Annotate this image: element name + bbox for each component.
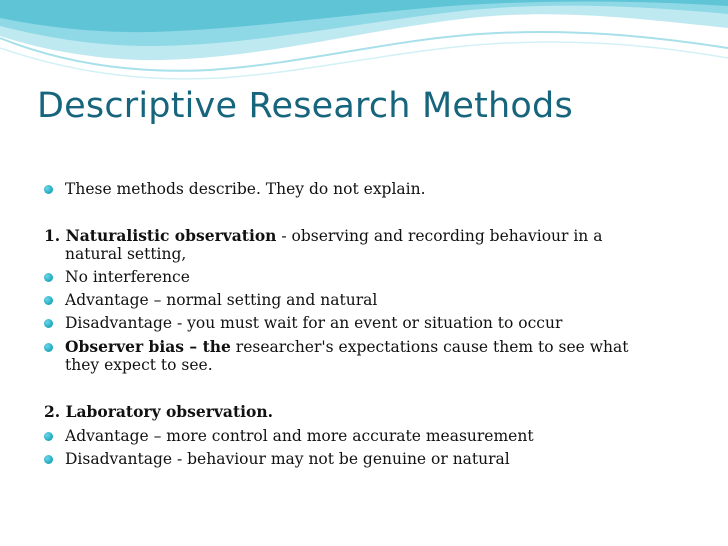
naturalistic-disadvantage-text: Disadvantage - you must wait for an event or situation to occur bbox=[65, 314, 563, 332]
no-interference-text: No interference bbox=[65, 268, 190, 286]
list-item bbox=[44, 290, 377, 310]
laboratory-heading: 2. Laboratory observation. bbox=[44, 402, 274, 421]
naturalistic-description: - observing and recording behaviour in a bbox=[276, 227, 603, 245]
slide-title: Descriptive Research Methods bbox=[37, 86, 573, 126]
observer-bias-description-cont: they expect to see. bbox=[65, 356, 213, 374]
bullet-icon bbox=[44, 455, 53, 464]
naturalistic-advantage-text: Advantage – normal setting and natural bbox=[65, 291, 378, 309]
bullet-icon bbox=[44, 319, 53, 328]
observer-bias-heading: Observer bias – the bbox=[65, 337, 231, 356]
observer-bias-description: researcher's expectations cause them to see what bbox=[230, 338, 629, 356]
list-item bbox=[44, 267, 190, 287]
laboratory-advantage-text: Advantage – more control and more accurate measurement bbox=[65, 427, 534, 445]
list-item bbox=[44, 449, 510, 469]
naturalistic-description-cont: natural setting, bbox=[65, 245, 187, 263]
bullet-icon bbox=[44, 296, 53, 305]
naturalistic-heading: 1. Naturalistic observation bbox=[44, 226, 277, 245]
bullet-icon bbox=[44, 432, 53, 441]
list-item bbox=[44, 337, 628, 357]
intro-text: These methods describe. They do not explain. bbox=[65, 180, 426, 198]
list-item bbox=[44, 179, 426, 199]
laboratory-disadvantage-text: Disadvantage - behaviour may not be genuine or natural bbox=[65, 450, 510, 468]
bullet-icon bbox=[44, 273, 53, 282]
bullet-icon bbox=[44, 185, 53, 194]
list-item bbox=[44, 426, 534, 446]
laboratory-heading-line bbox=[44, 402, 273, 422]
naturalistic-heading-line bbox=[44, 226, 602, 246]
list-item bbox=[44, 313, 562, 333]
bullet-icon bbox=[44, 343, 53, 352]
